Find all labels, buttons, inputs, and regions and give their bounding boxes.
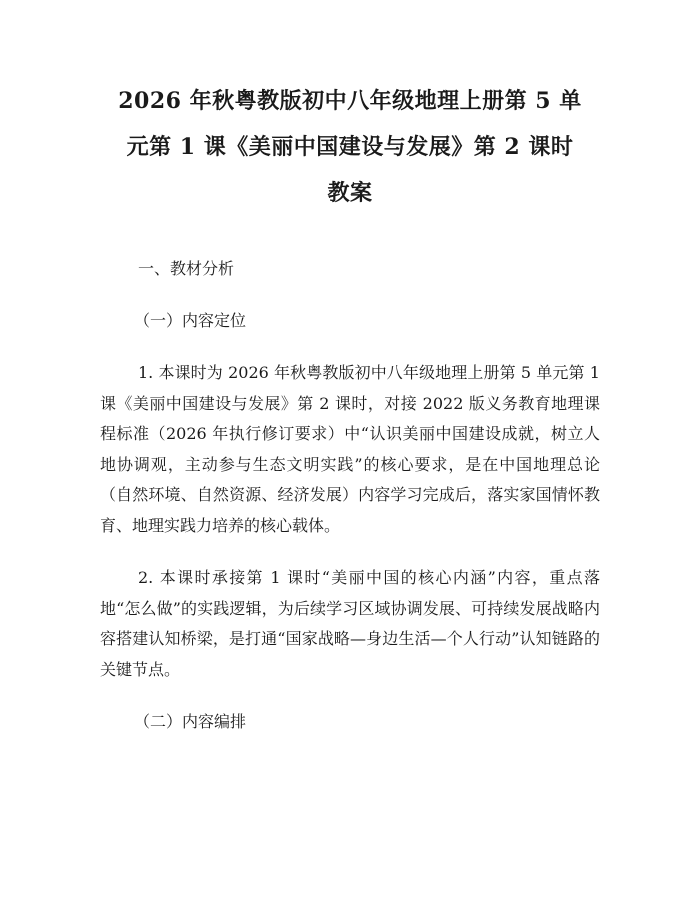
title-line-1: 2026 年秋粤教版初中八年级地理上册第 5 单: [118, 88, 582, 114]
subsection-heading-content-positioning: （一）内容定位: [134, 311, 247, 330]
paragraph-1: 1. 本课时为 2026 年秋粤教版初中八年级地理上册第 5 单元第 1 课《美丽中国建设与发展》第 2 课时，对接 2022 版义务教育地理课程标准（2026 年执行修订要求）中“认识美丽中国建设成就，树立人地协调观，主动参与生态文明实践”的核心要求，是在中国地理总论（自然环境、自然资源、经济发展）内容学习完成后，落实家国情怀教育、地理实践力培养的核心载体。: [100, 363, 600, 535]
document-title: [100, 78, 600, 216]
paragraph-2: 2. 本课时承接第 1 课时“美丽中国的核心内涵”内容，重点落地“怎么做”的实践逻辑，为后续学习区域协调发展、可持续发展战略内容搭建认知桥梁，是打通“国家战略—身边生活—个人行动”认知链路的关键节点。: [100, 568, 600, 679]
title-line-2: 元第 1 课《美丽中国建设与发展》第 2 课时: [126, 134, 574, 160]
subsection-heading-content-arrangement: （二）内容编排: [134, 712, 247, 731]
title-line-3: 教案: [327, 180, 373, 206]
section-heading-textbook-analysis: 一、教材分析: [138, 259, 235, 278]
